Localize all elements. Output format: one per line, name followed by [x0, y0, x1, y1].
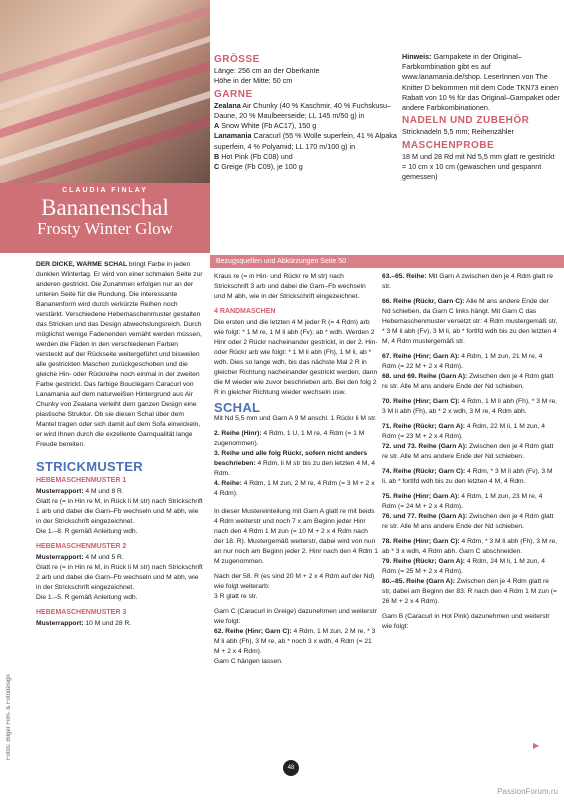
row-66-label: 66. Reihe (Rückr, Garn C): — [382, 298, 465, 305]
title-sub: Frosty Winter Glow — [37, 219, 173, 238]
garne-5 — [214, 162, 404, 172]
col2-p1: Kraus re (= in Hin- und Rückr re M str) nach Strickschrift 3 arb und dabei die Garn–Fb wechseln und M abh, wie in der Strickschrift eingezeichnet. — [214, 273, 366, 300]
hinweis — [402, 52, 560, 113]
garne-1 — [214, 101, 404, 121]
row-76 — [382, 512, 558, 532]
row-66 — [382, 297, 558, 347]
row-75-text: 4 Rdm, 1 M zun, 23 M re, 4 Rdm (= 24 M + 2 x 4 Rdm). — [382, 493, 543, 510]
row-62 — [214, 627, 378, 657]
garne-5-text: Greige (Fb C09), je 100 g — [219, 162, 303, 172]
row-76-text: Zwischen den je 4 Rdm glatt re str. Alle M ans andere Ende der Nd schieben. — [382, 513, 554, 530]
row-63-label: 63.–65. Reihe: — [382, 273, 427, 280]
row-80-label: 80.–85. Reihe (Garn A): — [382, 578, 455, 585]
scarf-photo — [0, 0, 210, 183]
col2-p6: Garn C hängen lassen. — [214, 658, 283, 665]
title-main: Bananenschal — [41, 195, 169, 220]
intro-text: bringt Farbe in jeden dunklen Wintertag. Er wird von einer schmalen Seite zur anderen gestrickt. Die Zunahmen erfolgen nur an der unteren Seite für die Rundung. Die interessante Bananenform wird durch verkürzte Reihen noch verstärkt. Verschiedene Hebemaschenmuster gestalten das Stricken und das Design abwechslungsreich. Durch möglichst wenige Fadenenden vernäht werden müssen, werden die Fäden in den verschiedenen Farben versteckt auf der Rückseite weitergeführt und bisweilen alle gestrickten Maschen zurückgeschoben und die gleiche Hin- oder Rückreihe noch einmal in der zweiten Farbe gestrickt. Das farbige Bouclégarn Caracurl von Lanamania auf dem naturweißen Hintergrund aus Air Chunky von Zealana verleiht dem ganzen Design eine plastische Struktur. Ob sie diesen Schal über dem Mantel tragen oder sich damit auf dem Sofa einwickeln, er wird Ihnen durch die exzellente Garnqualität lange Freude bereiten. — [36, 261, 203, 448]
row-67 — [382, 352, 558, 372]
row-3 — [214, 449, 378, 479]
garne-1-text: Air Chunky (40 % Kaschmir, 40 % Fuchskusu–Daune, 20 % Maulbeerseide; LL 145 m/50 g) in — [214, 100, 391, 121]
heb3-rapport — [36, 619, 204, 629]
row-66-text: Alle M ans andere Ende der Nd schieben, da Garn C links hängt. Mit Garn C das Hebemaschenmuster versetzt str: 4 Rdm mustergemäß str, * 3 M li abh (Fv), 3 M li, ab * fortlfd wdh bis zu den letzten 4 M, 4 Rdm mustergemäß str. — [382, 298, 558, 345]
row-79-label: 79. Reihe (Rückr; Garn A): — [382, 558, 465, 565]
garne-3 — [214, 131, 404, 151]
info-column-2 — [402, 52, 560, 182]
groesse-heading: GRÖSSE — [214, 54, 260, 65]
col2-p3: Nach der 58. R (es sind 20 M + 2 x 4 Rdm auf der Nd) wie folgt weiterarb: — [214, 573, 375, 590]
row-74-text: 4 Rdm, * 3 M li abh (Fv), 3 M li, ab * fortlfd wdh bis zu den letzten 4 M, 4 Rdm. — [382, 468, 553, 485]
text-column-2 — [214, 272, 378, 667]
heb1-text: Glatt re (= in Hin re M, in Rück li M str) nach Strickschrift 1 arb und dabei die Garn–Fb wechseln und M abh, wie in der Strickschrift eingezeichnet. — [36, 498, 203, 525]
row-2-label: 2. Reihe (Hinr): — [214, 430, 262, 437]
strickmuster-heading: STRICKMUSTER — [36, 459, 143, 474]
nadeln-text: Stricknadeln 5,5 mm; Reihenzähler — [402, 127, 514, 137]
intro-lead: DER DICKE, WARME SCHAL — [36, 261, 128, 268]
col3-end: Garn B (Caracurl in Hot Pink) dazunehmen und weiterstr wie folgt: — [382, 613, 550, 630]
text-column-3 — [382, 272, 558, 637]
garne-4-letter: B — [214, 151, 220, 161]
heb2-repeat: Die 1.–5. R gemäß Anleitung wdh. — [36, 594, 138, 601]
heb1-rapport — [36, 487, 204, 497]
heb1-rapport-label: Musterrapport: — [36, 488, 84, 495]
title-box — [0, 183, 210, 253]
row-78-text: 4 Rdm, * 3 M li abh (Fh), 3 M re, ab * 3 x wdh, 4 Rdm abh. Garn C abschneiden. — [382, 538, 558, 555]
row-72 — [382, 442, 558, 462]
row-74 — [382, 467, 558, 487]
sources-band: Bezugsquellen und Abkürzungen Seite 50 — [210, 255, 564, 268]
row-4 — [214, 479, 378, 499]
garne-5-letter: C — [214, 162, 220, 172]
garne-1-brand: Zealana — [214, 100, 241, 110]
garne-3-text: Caracurl (55 % Wolle superfein, 41 % Alpaka superfein, 4 % Polyamid; LL 170 m/100 g) in — [214, 131, 397, 151]
heb2-rapport-label: Musterrapport: — [36, 554, 84, 561]
row-70-text: 4 Rdm, 1 M li abh (Fh), * 3 M re, 3 M li abh (Fh), ab * 2 x wdh, 3 M re, 4 Rdm abh. — [382, 398, 558, 415]
row-70-label: 70. Reihe (Hinr; Garn C): — [382, 398, 460, 405]
heb2-text: Glatt re (= in Hin re M, in Rück li M str) nach Strickschrift 2 arb und dabei die Garn–Fb wechseln und M abh, wie in der Strickschrift eingezeichnet. — [36, 564, 203, 591]
heb3-rapport-text: 10 M und 28 R. — [83, 620, 132, 627]
row-68-label: 68. und 69. Reihe (Garn A): — [382, 373, 468, 380]
groesse-text-1: Länge: 256 cm an der Oberkante — [214, 66, 320, 76]
row-80 — [382, 577, 558, 607]
row-4-label: 4. Reihe: — [214, 480, 242, 487]
garne-2-letter: A — [214, 121, 220, 131]
heb1-rapport-text: 4 M und 8 R. — [83, 488, 124, 495]
garne-4 — [214, 152, 404, 162]
row-74-label: 74. Reihe (Rückr; Garn C): — [382, 468, 466, 475]
heb2-heading: HEBEMASCHENMUSTER 2 — [36, 543, 127, 550]
row-79-text: 4 Rdm, 24 M li, 1 M zun, 4 Rdm (= 25 M + 2 x 4 Rdm). — [382, 558, 545, 575]
heb3-heading: HEBEMASCHENMUSTER 3 — [36, 609, 127, 616]
watermark: PassionForum.ru — [497, 787, 558, 796]
garne-4-text: Hot Pink (Fb C08) und — [219, 151, 293, 161]
row-3-label: 3. Reihe und alle folg Rückr, sofern nicht anders beschrieben: — [214, 450, 368, 467]
row-2 — [214, 429, 378, 449]
row-78 — [382, 537, 558, 557]
page-number: 48 — [283, 760, 299, 776]
schal-heading: SCHAL — [214, 400, 261, 415]
row-72-label: 72. und 73. Reihe (Garn A): — [382, 443, 468, 450]
randmaschen-text: Die ersten und die letzten 4 M jeder R (= 4 Rdm) arb wie folgt: * 1 M re, 1 M li abh (Fv); ab * wdh. Werden 2 Hinr oder 2 Rückr nacheinander gestrickt, in der 2. Hin- oder Rückr arb wie folgt: * 1 M li abh (Fh), 1 M li, ab * wdh. Dies so lange wdh, bis das nächste Mal 2 R in gleicher Richtung nacheinander gestrickt werden, dann die M wieder wie zuvor beschrieben arb. Bei den folg 2 R in gleicher Richtung wieder wechseln usw. — [214, 319, 378, 396]
nadeln-heading: NADELN UND ZUBEHÖR — [402, 115, 530, 127]
row-62-text: 4 Rdm, 1 M zun, 2 M re, * 3 M li abh (Fh), 3 M re, ab * noch 3 x wdh, 4 Rdm (= 21 M + 2 x 4 Rdm). — [214, 628, 376, 655]
row-79 — [382, 557, 558, 577]
row-75 — [382, 492, 558, 512]
heb1-heading: HEBEMASCHENMUSTER 1 — [36, 477, 127, 484]
hinweis-label: Hinweis: — [402, 52, 432, 61]
row-68 — [382, 372, 558, 392]
col2-p4: 3 R glatt re str. — [214, 593, 258, 600]
garne-3-brand: Lanamania — [214, 131, 252, 141]
row-80-text: Zwischen den je 4 Rdm glatt re str, dabei am Beginn der 83. R nach den 4 Rdm 1 M zun (= 26 M + 2 x 4 Rdm). — [382, 578, 557, 605]
row-3-text: 4 Rdm, li M str bis zu den letzten 4 M, 4 Rdm. — [214, 460, 375, 477]
author: CLAUDIA FINLAY — [62, 187, 148, 194]
schal-text: Mit Nd 5,5 mm und Garn A 9 M anschl. 1 Rückr li M str. — [214, 415, 377, 422]
col2-p2: In dieser Mustereinteilung mit Garn A glatt re mit beids 4 Rdm weiterstr und noch 7 x am Beginn jeder Hinr nach den 4 Rdm 1 M zun (= 10 M + 2 x 4 Rdm nach der 18. R). Mustergemäß weiterstr, dabei wird von nun an nur noch am Beginn jeder 2. Hinr nach den 4 Rdm 1 M zugenommen. — [214, 508, 378, 565]
randmaschen-heading: 4 RANDMASCHEN — [214, 308, 276, 315]
row-71-label: 71. Reihe (Rückr; Garn A): — [382, 423, 465, 430]
intro-paragraph — [36, 260, 204, 450]
groesse-text-2: Höhe in der Mitte: 50 cm — [214, 76, 293, 86]
row-71-text: 4 Rdm, 22 M li, 1 M zun, 4 Rdm (= 23 M + 2 x 4 Rdm). — [382, 423, 545, 440]
text-column-1 — [36, 260, 204, 629]
row-71 — [382, 422, 558, 442]
row-78-label: 78. Reihe (Hinr; Garn C): — [382, 538, 460, 545]
row-72-text: Zwischen den je 4 Rdm glatt re str. Alle M ans andere Ende der Nd schieben. — [382, 443, 554, 460]
row-67-text: 4 Rdm, 1 M zun, 21 M re, 4 Rdm (= 22 M + 2 x 4 Rdm). — [382, 353, 543, 370]
row-67-label: 67. Reihe (Hinr; Garn A): — [382, 353, 460, 360]
garne-2 — [214, 121, 404, 131]
row-76-label: 76. und 77. Reihe (Garn A): — [382, 513, 468, 520]
row-63-text: Mit Garn A zwischen den je 4 Rdm glatt re str. — [382, 273, 553, 290]
hinweis-text: Garnpakete in der Original–Farbkombination gibt es auf www.lanamania.de/shop. LeserInnen von The Knitter D bekommen mit dem Code TKN73 einen Rabatt von 10 % für das Original–Garnpaket oder andere Farbkombinationen. — [402, 52, 560, 113]
row-68-text: Zwischen den je 4 Rdm glatt re str. Alle M ans andere Ende der Nd schieben. — [382, 373, 554, 390]
row-70 — [382, 397, 558, 417]
info-column — [214, 52, 404, 172]
col2-p5: Garn C (Caracurl in Greige) dazunehmen und weiterstr wie folgt: — [214, 608, 377, 625]
garne-2-text: Snow White (Fb AC17), 150 g — [219, 121, 317, 131]
row-2-text: 4 Rdm, 1 U, 1 M re, 4 Rdm (= 1 M zugenommen). — [214, 430, 365, 447]
row-62-label: 62. Reihe (Hinr; Garn C): — [214, 628, 292, 635]
row-4-text: 4 Rdm, 1 M zun, 2 M re, 4 Rdm (= 3 M + 2 x 4 Rdm). — [214, 480, 375, 497]
heb3-rapport-label: Musterrapport: — [36, 620, 84, 627]
maschenprobe-text: 18 M und 28 Rd mit Nd 5,5 mm glatt re gestrickt = 10 cm x 10 cm (gewaschen und gespannt gemessen) — [402, 151, 555, 182]
photo-credit: Fotos: Bilger Film- & Fotodesign — [6, 674, 12, 760]
garne-heading: GARNE — [214, 88, 253, 100]
heb2-rapport — [36, 553, 204, 563]
continue-arrow-icon: ▶ — [533, 741, 540, 750]
heb1-repeat: Die 1.–8. R gemäß Anleitung wdh. — [36, 528, 138, 535]
row-63 — [382, 272, 558, 292]
row-75-label: 75. Reihe (Hinr; Garn A): — [382, 493, 460, 500]
maschenprobe-heading: MASCHENPROBE — [402, 139, 495, 151]
heb2-rapport-text: 4 M und 5 R. — [83, 554, 124, 561]
